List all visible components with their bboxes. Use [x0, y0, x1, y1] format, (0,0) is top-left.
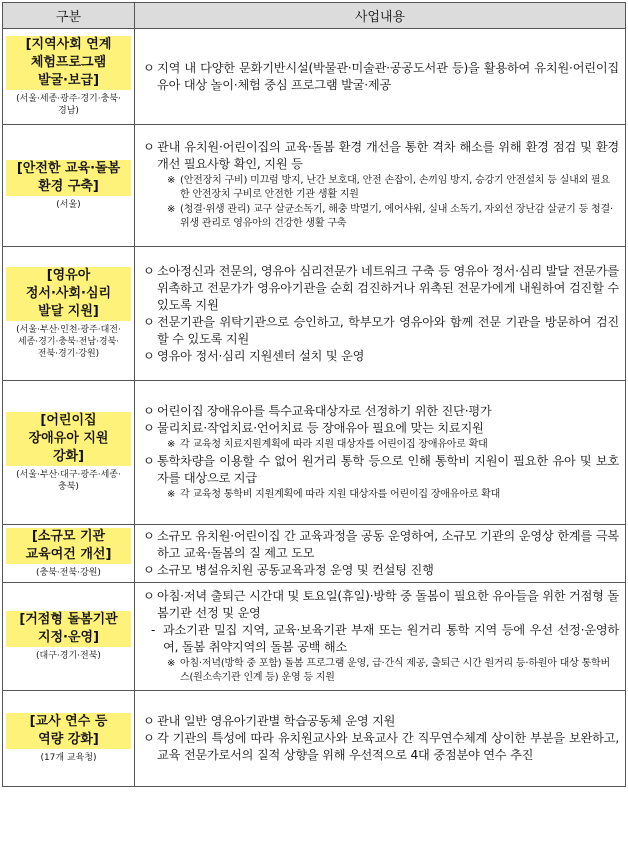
bullet-mark-icon: ㅇ [143, 60, 155, 75]
table-header-row [3, 3, 626, 29]
bullet-item [143, 562, 619, 579]
bullet-mark-icon: ㅇ [143, 263, 155, 278]
content-cell [135, 247, 626, 381]
item-text: (청결·위생 관리) 교구 살균소독기, 해충 박멸기, 에어샤워, 실내 소독기, 자외선 장난감 살균기 등 청결·위생 관리로 영유아의 건강한 생활 구축 [180, 204, 613, 229]
bullet-item [143, 528, 619, 562]
content-cell [135, 525, 626, 583]
content-cell [135, 125, 626, 247]
item-text: 소규모 병설유치원 공동교육과정 운영 및 컨설팅 진행 [157, 563, 434, 577]
bullet-mark-icon: ㅇ [143, 420, 155, 435]
table-row [3, 29, 626, 125]
category-title: [소규모 기관 교육여건 개선] [6, 528, 131, 564]
category-cell [3, 583, 135, 691]
bullet-item [143, 713, 619, 730]
category-regions: (서울·부산·대구·광주·세종· 충북) [16, 470, 121, 492]
category-regions: (충북·전북·강원) [36, 568, 101, 578]
bullet-item [143, 453, 619, 487]
category-regions: (17개 교육청) [40, 753, 97, 763]
note-item [143, 203, 619, 231]
item-text: (안전장치 구비) 미끄럼 방지, 난간 보호대, 안전 손잡이, 손끼임 방지, 승강기 안전설치 등 실내외 필요한 안전장치 구비로 안전한 기관 생활 지원 [180, 175, 610, 200]
category-cell [3, 691, 135, 787]
reference-mark-icon: ※ [167, 657, 176, 669]
item-text: 각 교육청 통학비 지원계획에 따라 지원 대상자를 어린이집 장애유아로 확대 [180, 488, 501, 500]
bullet-mark-icon: ㅇ [143, 403, 155, 418]
category-title: [교사 연수 등 역량 강화] [6, 713, 131, 749]
table-row [3, 125, 626, 247]
category-cell [3, 125, 135, 247]
category-regions: (서울·세종·광주·경기·충북· 경남) [16, 94, 121, 116]
item-text: 과소기관 밀집 지역, 교육·보육기관 부재 또는 원거리 통학 지역 등에 우선 선정·운영하여, 돌봄 취약지역의 돌봄 공백 해소 [163, 622, 619, 654]
bullet-item [143, 139, 619, 173]
item-text: 영유아 정서·심리 지원센터 설치 및 운영 [157, 348, 365, 363]
category-title: [안전한 교육·돌봄 환경 구축] [6, 160, 131, 196]
table-body [3, 29, 626, 787]
program-table [2, 2, 626, 787]
item-text: 아침·저녁(방학 중 포함) 돌봄 프로그램 운영, 급·간식 제공, 출퇴근 시간 원거리 등·하원아 대상 통학버스(원소속기관 인계 등) 운영 등 지원 [180, 657, 610, 683]
category-regions: (서울·부산·인천·광주·대전· 세종·경기·충북·전남·경북· 전북·경기·강원) [16, 325, 121, 359]
bullet-mark-icon: ㅇ [143, 563, 155, 577]
bullet-mark-icon: ㅇ [143, 588, 155, 603]
note-item [143, 657, 619, 685]
table-row [3, 247, 626, 381]
category-regions: (서울) [56, 200, 81, 210]
bullet-mark-icon: ㅇ [143, 348, 155, 363]
item-text: 관내 유치원·어린이집의 교육·돌봄 환경 개선을 통한 격차 해소를 위해 환경 점검 및 환경 개선 필요사항 확인, 지원 등 [157, 140, 619, 171]
bullet-mark-icon: - [151, 622, 156, 637]
category-title: [영유아 정서·사회·심리 발달 지원] [6, 267, 131, 321]
category-cell [3, 525, 135, 583]
item-text: 관내 일반 영유아기관별 학습공동체 운영 지원 [157, 714, 396, 728]
reference-mark-icon: ※ [167, 438, 176, 450]
category-cell [3, 29, 135, 125]
bullet-mark-icon: ㅇ [143, 731, 155, 745]
bullet-mark-icon: ㅇ [143, 529, 155, 543]
reference-mark-icon: ※ [167, 204, 176, 215]
bullet-item [143, 314, 619, 348]
item-text: 지역 내 다양한 문화기반시설(박물관·미술관·공공도서관 등)을 활용하여 유치원·어린이집 유아 대상 놀이·체험 중심 프로그램 발굴·제공 [157, 60, 619, 92]
table-row [3, 691, 626, 787]
item-text: 물리치료·작업치료·언어치료 등 장애유아 필요에 맞는 치료지원 [157, 420, 484, 435]
table-row [3, 525, 626, 583]
item-text: 전문기관을 위탁기관으로 승인하고, 학부모가 영유아와 함께 전문 기관을 방문하여 검진할 수 있도록 지원 [157, 314, 619, 346]
content-cell [135, 29, 626, 125]
content-cell [135, 583, 626, 691]
bullet-item [143, 60, 619, 94]
bullet-item [143, 420, 619, 437]
item-text: 아침·저녁 출퇴근 시간대 및 토요일(휴일)·방학 중 돌봄이 필요한 유아들을 위한 거점형 돌봄기관 선정 및 운영 [157, 588, 619, 620]
category-regions: (대구·경기·전북) [36, 651, 101, 661]
bullet-item [143, 348, 619, 365]
bullet-mark-icon: ㅇ [143, 140, 155, 154]
bullet-mark-icon: ㅇ [143, 453, 155, 468]
bullet-item [143, 403, 619, 420]
item-text: 소규모 유치원·어린이집 간 교육과정을 공동 운영하여, 소규모 기관의 운영상 한계를 극복하고 교육·돌봄의 질 제고 도모 [157, 529, 619, 560]
category-title: [어린이집 장애유아 지원 강화] [6, 412, 131, 466]
sub-bullet-item [143, 622, 619, 656]
category-title: [거점형 돌봄기관 지정·운영] [6, 611, 131, 647]
bullet-item [143, 588, 619, 622]
note-item [143, 488, 619, 502]
category-title: [지역사회 연계 체험프로그램 발굴·보급] [6, 36, 131, 90]
note-item [143, 438, 619, 452]
category-cell [3, 381, 135, 525]
item-text: 통학차량을 이용할 수 없어 원거리 통학 등으로 인해 통학비 지원이 필요한 유아 및 보호자를 대상으로 지급 [157, 453, 619, 485]
table-row [3, 381, 626, 525]
reference-mark-icon: ※ [167, 175, 176, 186]
bullet-mark-icon: ㅇ [143, 714, 155, 728]
content-cell [135, 691, 626, 787]
reference-mark-icon: ※ [167, 488, 176, 500]
item-text: 각 교육청 치료지원계획에 따라 지원 대상자를 어린이집 장애유아로 확대 [180, 438, 488, 450]
bullet-mark-icon: ㅇ [143, 314, 155, 329]
item-text: 소아정신과 전문의, 영유아 심리전문가 네트워크 구축 등 영유아 정서·심리 발달 전문가를 위촉하고 전문가가 영유아기관을 순회 검진하거나 위촉된 전문가에게 내원하여 검진할 수 있도록 지원 [157, 263, 619, 312]
content-cell [135, 381, 626, 525]
category-cell [3, 247, 135, 381]
bullet-item [143, 263, 619, 314]
table-row [3, 583, 626, 691]
item-text: 각 기관의 특성에 따라 유치원교사와 보육교사 간 직무연수체계 상이한 부분을 보완하고, 교육 전문가로서의 질적 상향을 위해 우선적으로 4대 중점분야 연수 추진 [157, 731, 619, 762]
item-text: 어린이집 장애유아를 특수교육대상자로 선정하기 위한 진단·평가 [157, 403, 492, 418]
header-category: 구분 [3, 3, 135, 29]
note-item [143, 174, 619, 202]
bullet-item [143, 730, 619, 764]
header-content: 사업내용 [135, 3, 626, 29]
